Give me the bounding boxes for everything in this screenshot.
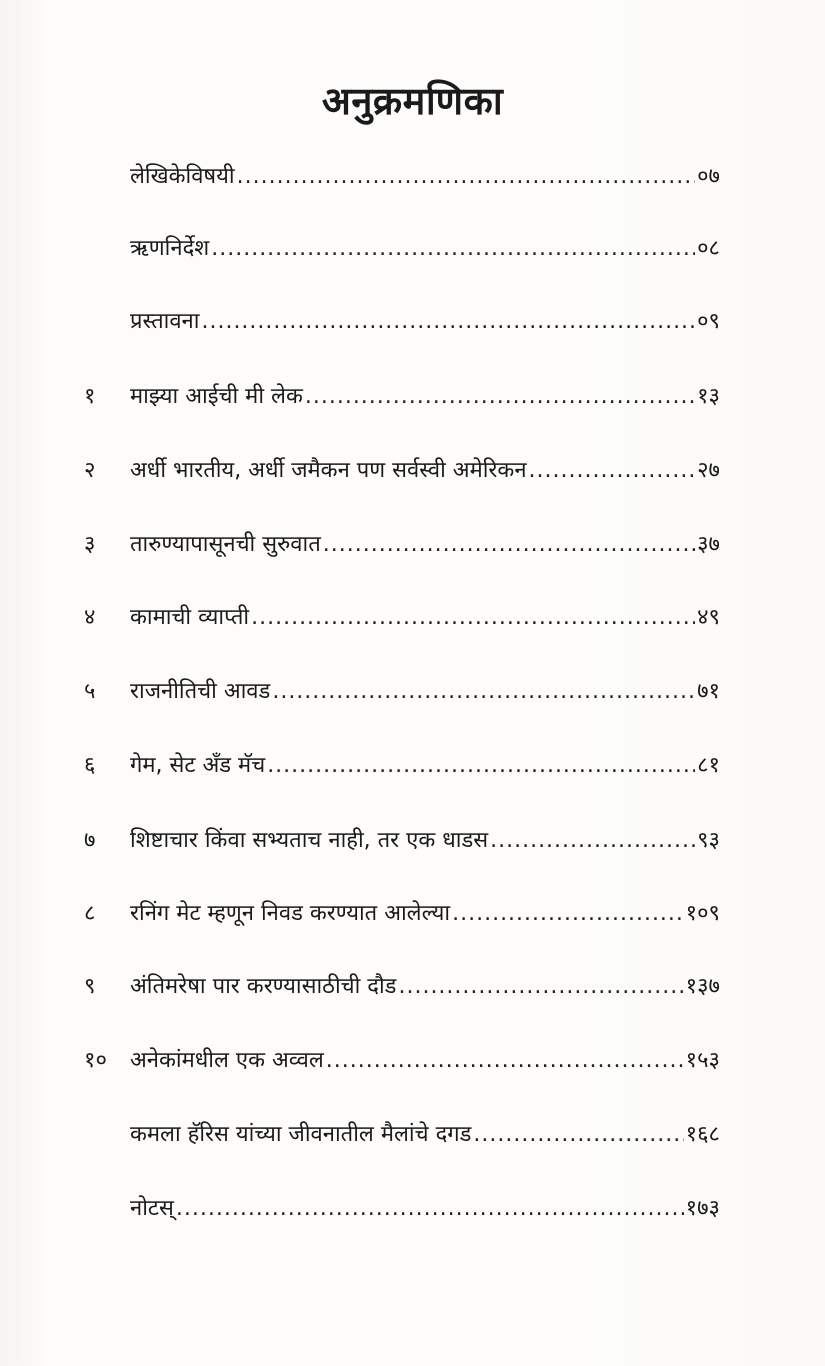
page-number: १५३ <box>685 1048 720 1073</box>
dot-leader <box>452 894 684 934</box>
dot-leader <box>237 157 695 197</box>
chapter-number: १० <box>84 1048 107 1073</box>
page-number: ९३ <box>697 828 720 853</box>
chapter-title: नोटस् <box>130 1196 174 1221</box>
chapter-number: २ <box>84 458 96 483</box>
dot-leader <box>272 672 695 712</box>
chapter-title: लेखिकेविषयी <box>130 164 235 189</box>
chapter-title: अनेकांमधील एक अव्वल <box>130 1048 324 1073</box>
toc-entry <box>0 672 825 712</box>
dot-leader <box>211 229 695 269</box>
dot-leader <box>176 1189 684 1229</box>
dot-leader <box>490 821 695 861</box>
chapter-number: ८ <box>84 901 96 926</box>
page-number: १३ <box>697 384 720 409</box>
chapter-number: ५ <box>84 679 96 704</box>
dot-leader <box>326 1041 684 1081</box>
chapter-number: ६ <box>84 753 96 778</box>
chapter-title: कमला हॅरिस यांच्या जीवनातील मैलांचे दगड <box>130 1122 472 1147</box>
toc-entry <box>0 229 825 269</box>
toc-entry <box>0 451 825 491</box>
dot-leader <box>251 598 695 638</box>
toc-entry <box>0 894 825 934</box>
chapter-title: कामाची व्याप्ती <box>130 605 250 630</box>
toc-entry <box>0 525 825 565</box>
chapter-number: ७ <box>84 828 96 853</box>
toc-entry <box>0 1189 825 1229</box>
dot-leader <box>398 967 683 1007</box>
page-number: १६८ <box>685 1122 720 1147</box>
page-number: १७३ <box>685 1196 720 1221</box>
chapter-title: शिष्टाचार किंवा सभ्यताच नाही, तर एक धाडस <box>130 828 489 853</box>
page-number: ३७ <box>697 532 720 557</box>
page-number: ८१ <box>697 753 720 778</box>
chapter-title: अंतिमरेषा पार करण्यासाठीची दौड <box>130 974 397 999</box>
page-number: ०९ <box>697 309 720 334</box>
dot-leader <box>267 746 695 786</box>
page-number: ०८ <box>697 236 720 261</box>
chapter-title: राजनीतिची आवड <box>130 679 271 704</box>
toc-entry <box>0 157 825 197</box>
dot-leader <box>305 377 695 417</box>
toc-entry <box>0 1115 825 1155</box>
page-number: १३७ <box>685 974 720 999</box>
dot-leader <box>529 451 696 491</box>
toc-entry <box>0 598 825 638</box>
dot-leader <box>473 1115 683 1155</box>
page-number: २७ <box>697 458 720 483</box>
dot-leader <box>323 525 695 565</box>
chapter-number: १ <box>84 384 96 409</box>
toc-entry <box>0 821 825 861</box>
page-number: १०९ <box>685 901 720 926</box>
toc-entry <box>0 302 825 342</box>
chapter-title: माझ्या आईची मी लेक <box>130 384 303 409</box>
chapter-number: ३ <box>84 532 96 557</box>
page-number: ०७ <box>697 164 720 189</box>
chapter-title: ऋणनिर्देश <box>130 236 210 261</box>
page-number: ४९ <box>697 605 720 630</box>
toc-entry <box>0 377 825 417</box>
chapter-title: प्रस्तावना <box>130 309 200 334</box>
chapter-title: तारुण्यापासूनची सुरुवात <box>130 532 321 557</box>
chapter-title: रनिंग मेट म्हणून निवड करण्यात आलेल्या <box>130 901 451 926</box>
chapter-title: गेम, सेट अँड मॅच <box>130 753 266 778</box>
dot-leader <box>201 302 695 342</box>
toc-entry <box>0 1041 825 1081</box>
toc-entry <box>0 746 825 786</box>
toc-entry <box>0 967 825 1007</box>
chapter-title: अर्धी भारतीय, अर्धी जमैकन पण सर्वस्वी अमेरिकन <box>130 458 527 483</box>
page-title: अनुक्रमणिका <box>321 79 504 123</box>
chapter-number: ४ <box>84 605 96 630</box>
page-number: ७१ <box>697 679 720 704</box>
chapter-number: ९ <box>84 974 96 999</box>
